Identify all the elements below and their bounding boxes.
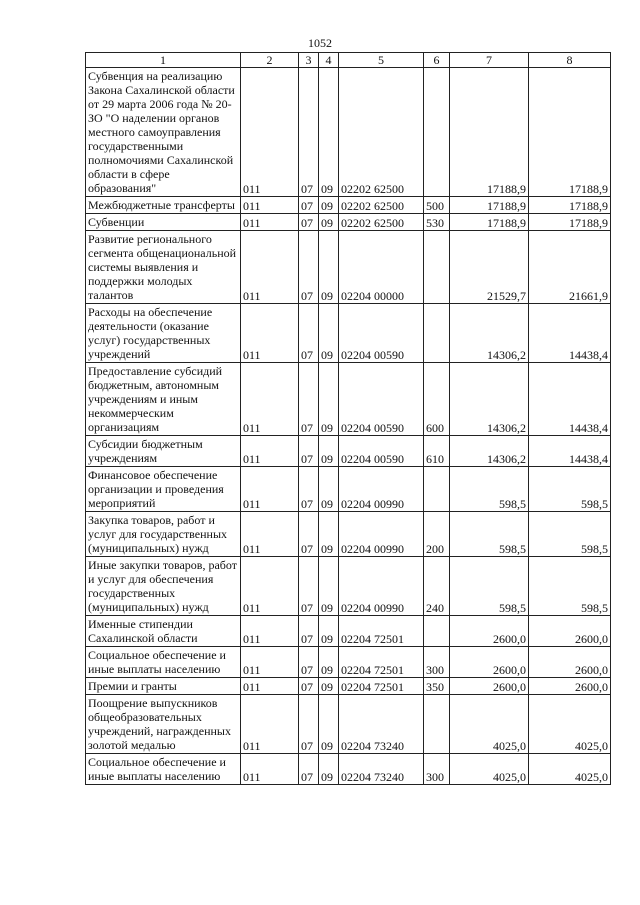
ministry-code-cell: 011 xyxy=(241,467,299,512)
table-row xyxy=(86,695,611,754)
expense-type-cell: 500 xyxy=(424,197,450,214)
ministry-code-cell: 011 xyxy=(241,678,299,695)
expense-type-cell: 600 xyxy=(424,363,450,436)
row-name-cell: Предоставление субсидий бюджетным, автономным учреждениям и иным некоммерческим организациям xyxy=(86,363,241,436)
amount-year-2-cell: 4025,0 xyxy=(529,754,611,785)
amount-year-1-cell: 2600,0 xyxy=(450,647,529,678)
amount-year-2-cell: 598,5 xyxy=(529,467,611,512)
row-name-cell: Поощрение выпускников общеобразовательных учреждений, награжденных золотой медалью xyxy=(86,695,241,754)
table-row xyxy=(86,512,611,557)
subsection-code-cell: 09 xyxy=(319,197,339,214)
subsection-code-cell: 09 xyxy=(319,231,339,304)
ministry-code-cell: 011 xyxy=(241,197,299,214)
ministry-code-cell: 011 xyxy=(241,557,299,616)
amount-year-2-cell: 14438,4 xyxy=(529,363,611,436)
section-code-cell: 07 xyxy=(299,616,319,647)
subsection-code-cell: 09 xyxy=(319,363,339,436)
ministry-code-cell: 011 xyxy=(241,616,299,647)
row-name-cell: Закупка товаров, работ и услуг для государственных (муниципальных) нужд xyxy=(86,512,241,557)
row-name-cell: Именные стипендии Сахалинской области xyxy=(86,616,241,647)
target-article-cell: 02204 73240 xyxy=(339,695,424,754)
target-article-cell: 02204 72501 xyxy=(339,678,424,695)
subsection-code-cell: 09 xyxy=(319,436,339,467)
ministry-code-cell: 011 xyxy=(241,512,299,557)
subsection-code-cell: 09 xyxy=(319,467,339,512)
ministry-code-cell: 011 xyxy=(241,695,299,754)
amount-year-1-cell: 17188,9 xyxy=(450,68,529,197)
section-code-cell: 07 xyxy=(299,231,319,304)
table-row xyxy=(86,214,611,231)
subsection-code-cell: 09 xyxy=(319,678,339,695)
subsection-code-cell: 09 xyxy=(319,512,339,557)
subsection-code-cell: 09 xyxy=(319,754,339,785)
column-header-1: 1 xyxy=(86,53,241,68)
column-header-8: 8 xyxy=(529,53,611,68)
subsection-code-cell: 09 xyxy=(319,68,339,197)
subsection-code-cell: 09 xyxy=(319,304,339,363)
expense-type-cell: 350 xyxy=(424,678,450,695)
amount-year-2-cell: 598,5 xyxy=(529,557,611,616)
amount-year-1-cell: 14306,2 xyxy=(450,363,529,436)
amount-year-1-cell: 14306,2 xyxy=(450,436,529,467)
section-code-cell: 07 xyxy=(299,197,319,214)
column-header-5: 5 xyxy=(339,53,424,68)
subsection-code-cell: 09 xyxy=(319,616,339,647)
section-code-cell: 07 xyxy=(299,557,319,616)
amount-year-1-cell: 598,5 xyxy=(450,467,529,512)
target-article-cell: 02204 00590 xyxy=(339,304,424,363)
amount-year-2-cell: 4025,0 xyxy=(529,695,611,754)
row-name-cell: Субвенция на реализацию Закона Сахалинской области от 29 марта 2006 года № 20-ЗО "О наделении органов местного самоуправления государственными полномочиями Сахалинской области в сфере образования" xyxy=(86,68,241,197)
expense-type-cell xyxy=(424,467,450,512)
table-row xyxy=(86,647,611,678)
ministry-code-cell: 011 xyxy=(241,68,299,197)
subsection-code-cell: 09 xyxy=(319,647,339,678)
amount-year-2-cell: 2600,0 xyxy=(529,647,611,678)
amount-year-2-cell: 2600,0 xyxy=(529,678,611,695)
ministry-code-cell: 011 xyxy=(241,436,299,467)
amount-year-1-cell: 21529,7 xyxy=(450,231,529,304)
amount-year-2-cell: 598,5 xyxy=(529,512,611,557)
expense-type-cell: 530 xyxy=(424,214,450,231)
section-code-cell: 07 xyxy=(299,467,319,512)
target-article-cell: 02204 72501 xyxy=(339,647,424,678)
expense-type-cell: 240 xyxy=(424,557,450,616)
row-name-cell: Межбюджетные трансферты xyxy=(86,197,241,214)
target-article-cell: 02202 62500 xyxy=(339,214,424,231)
amount-year-1-cell: 2600,0 xyxy=(450,678,529,695)
amount-year-2-cell: 17188,9 xyxy=(529,197,611,214)
amount-year-2-cell: 2600,0 xyxy=(529,616,611,647)
column-header-3: 3 xyxy=(299,53,319,68)
table-row xyxy=(86,616,611,647)
ministry-code-cell: 011 xyxy=(241,214,299,231)
subsection-code-cell: 09 xyxy=(319,214,339,231)
expense-type-cell xyxy=(424,68,450,197)
table-row xyxy=(86,436,611,467)
section-code-cell: 07 xyxy=(299,678,319,695)
expense-type-cell: 300 xyxy=(424,647,450,678)
amount-year-1-cell: 2600,0 xyxy=(450,616,529,647)
expense-type-cell xyxy=(424,304,450,363)
section-code-cell: 07 xyxy=(299,304,319,363)
subsection-code-cell: 09 xyxy=(319,695,339,754)
section-code-cell: 07 xyxy=(299,436,319,467)
section-code-cell: 07 xyxy=(299,68,319,197)
ministry-code-cell: 011 xyxy=(241,304,299,363)
amount-year-2-cell: 21661,9 xyxy=(529,231,611,304)
table-header-row xyxy=(86,53,611,68)
table-row xyxy=(86,231,611,304)
amount-year-2-cell: 14438,4 xyxy=(529,304,611,363)
target-article-cell: 02204 72501 xyxy=(339,616,424,647)
amount-year-2-cell: 17188,9 xyxy=(529,214,611,231)
target-article-cell: 02204 00990 xyxy=(339,557,424,616)
target-article-cell: 02204 00990 xyxy=(339,512,424,557)
table-row xyxy=(86,754,611,785)
target-article-cell: 02204 73240 xyxy=(339,754,424,785)
target-article-cell: 02204 00590 xyxy=(339,436,424,467)
ministry-code-cell: 011 xyxy=(241,363,299,436)
column-header-4: 4 xyxy=(319,53,339,68)
ministry-code-cell: 011 xyxy=(241,231,299,304)
expense-type-cell xyxy=(424,231,450,304)
table-row xyxy=(86,304,611,363)
row-name-cell: Субсидии бюджетным учреждениям xyxy=(86,436,241,467)
target-article-cell: 02204 00000 xyxy=(339,231,424,304)
amount-year-1-cell: 4025,0 xyxy=(450,754,529,785)
ministry-code-cell: 011 xyxy=(241,754,299,785)
budget-table xyxy=(85,52,611,785)
amount-year-1-cell: 598,5 xyxy=(450,557,529,616)
target-article-cell: 02204 00590 xyxy=(339,363,424,436)
target-article-cell: 02202 62500 xyxy=(339,68,424,197)
section-code-cell: 07 xyxy=(299,695,319,754)
section-code-cell: 07 xyxy=(299,647,319,678)
amount-year-1-cell: 4025,0 xyxy=(450,695,529,754)
amount-year-1-cell: 598,5 xyxy=(450,512,529,557)
table-row xyxy=(86,68,611,197)
amount-year-2-cell: 17188,9 xyxy=(529,68,611,197)
expense-type-cell: 300 xyxy=(424,754,450,785)
expense-type-cell: 610 xyxy=(424,436,450,467)
expense-type-cell xyxy=(424,616,450,647)
expense-type-cell: 200 xyxy=(424,512,450,557)
row-name-cell: Премии и гранты xyxy=(86,678,241,695)
expense-type-cell xyxy=(424,695,450,754)
row-name-cell: Социальное обеспечение и иные выплаты населению xyxy=(86,754,241,785)
row-name-cell: Расходы на обеспечение деятельности (оказание услуг) государственных учреждений xyxy=(86,304,241,363)
column-header-2: 2 xyxy=(241,53,299,68)
row-name-cell: Социальное обеспечение и иные выплаты населению xyxy=(86,647,241,678)
ministry-code-cell: 011 xyxy=(241,647,299,678)
table-row xyxy=(86,678,611,695)
column-header-7: 7 xyxy=(450,53,529,68)
row-name-cell: Иные закупки товаров, работ и услуг для обеспечения государственных (муниципальных) нужд xyxy=(86,557,241,616)
target-article-cell: 02204 00990 xyxy=(339,467,424,512)
section-code-cell: 07 xyxy=(299,512,319,557)
table-row xyxy=(86,197,611,214)
amount-year-1-cell: 17188,9 xyxy=(450,214,529,231)
amount-year-1-cell: 14306,2 xyxy=(450,304,529,363)
subsection-code-cell: 09 xyxy=(319,557,339,616)
row-name-cell: Финансовое обеспечение организации и проведения мероприятий xyxy=(86,467,241,512)
table-row xyxy=(86,363,611,436)
section-code-cell: 07 xyxy=(299,363,319,436)
table-row xyxy=(86,557,611,616)
table-row xyxy=(86,467,611,512)
section-code-cell: 07 xyxy=(299,754,319,785)
column-header-6: 6 xyxy=(424,53,450,68)
amount-year-1-cell: 17188,9 xyxy=(450,197,529,214)
row-name-cell: Субвенции xyxy=(86,214,241,231)
row-name-cell: Развитие регионального сегмента общенациональной системы выявления и поддержки молодых талантов xyxy=(86,231,241,304)
amount-year-2-cell: 14438,4 xyxy=(529,436,611,467)
target-article-cell: 02202 62500 xyxy=(339,197,424,214)
section-code-cell: 07 xyxy=(299,214,319,231)
page-number: 1052 xyxy=(308,36,332,50)
